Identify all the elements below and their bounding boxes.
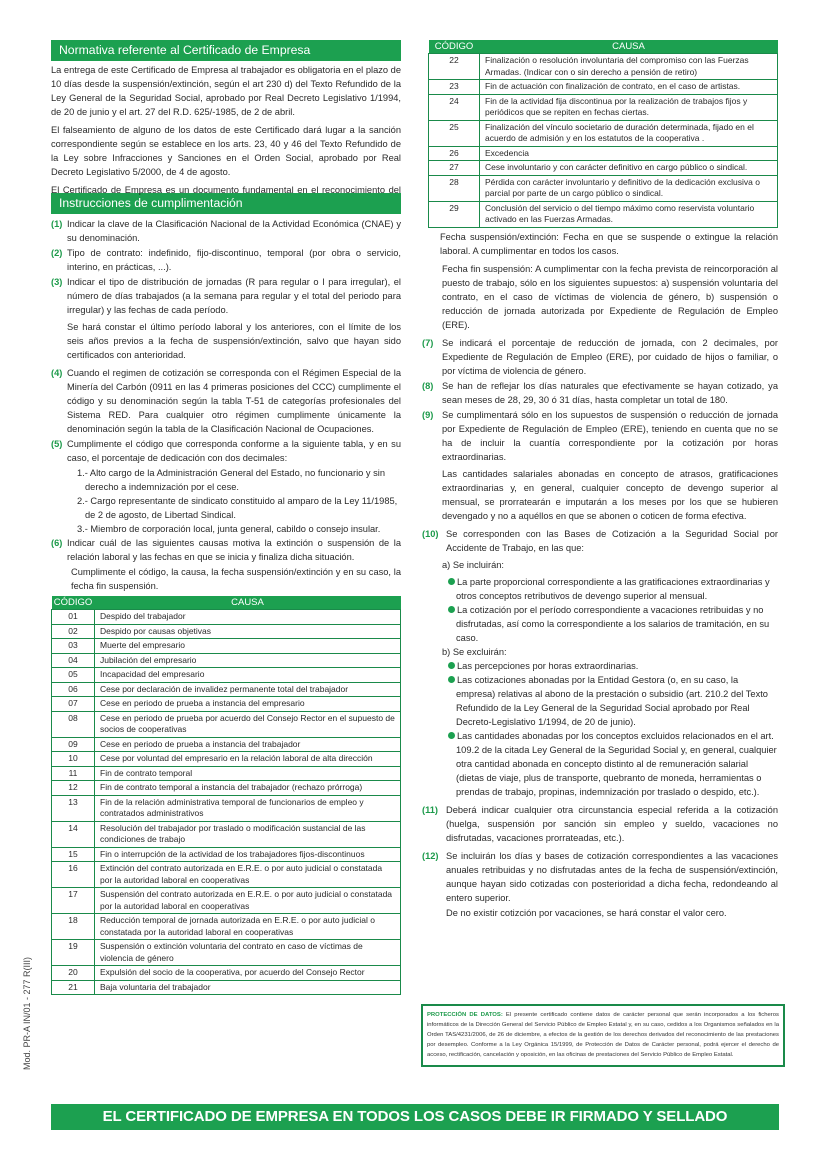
cause-code: 14 — [52, 821, 95, 847]
header-causa: CAUSA — [480, 40, 778, 54]
cause-text: Resolución del trabajador por traslado o modificación sustancial de las condiciones de trabajo — [95, 821, 401, 847]
include-item-text: La parte proporcional correspondiente a las gratificaciones extraordinarias y otros conceptos retributivos de devengo superior al mensual. — [456, 576, 770, 601]
instruction-item — [51, 536, 401, 564]
normativa-paragraph: El falseamiento de alguno de los datos de este Certificado dará lugar a la sanción correspondiente según se establece en los arts. 23, 40 y 46 del Texto Refundido de la Ley sobre Infracciones y Sanciones en el Orden Social, aprobado por Real Decreto Legislativo 5/2000, de 4 de agosto. — [51, 125, 401, 177]
instruction-extra: De no existir cotizción por vacaciones, se hará constar el valor cero. — [446, 907, 727, 918]
table-row — [52, 966, 401, 981]
table-row — [429, 54, 778, 80]
fecha-fin-note: Fecha fin suspensión: A cumplimentar con la fecha prevista de reincorporación al puesto de trabajo, sólo en los siguientes supuestos: a) suspensión voluntaria del contrato, en el caso de víctimas de violencia de género, b) suspensión o reducción de jornada autorizada por Expediente de Regulación de Empleo (ERE). — [442, 263, 778, 330]
cause-code: 28 — [429, 175, 480, 201]
cause-text: Fin o interrupción de la actividad de los trabajadores fijos-discontinuos — [95, 847, 401, 862]
cause-code: 13 — [52, 795, 95, 821]
cause-code: 17 — [52, 888, 95, 914]
exclude-item — [444, 729, 778, 799]
instruction-text: Indicar el tipo de distribución de jornadas (R para regular o I para irregular), el número de días trabajados (a la semana para regular y el total del periodo para irregular) y las fechas de cada período. — [67, 277, 401, 315]
include-label: a) Se incluirán: — [442, 559, 505, 570]
table-row — [52, 639, 401, 654]
instruction-text: Se han de reflejar los días naturales que efectivamente se hayan cotizado, ya sean meses de 28, 29, 30 ó 31 días, hasta completar un total de 180. — [442, 380, 778, 405]
cause-code: 16 — [52, 862, 95, 888]
cause-code: 03 — [52, 639, 95, 654]
instruction-text: Cumplimente el código que corresponda conforme a la siguiente tabla, y en su caso, el porcentaje de dedicación con dos decimales: — [67, 439, 401, 463]
instruction-item — [422, 379, 778, 407]
cause-code: 21 — [52, 980, 95, 995]
cause-code: 20 — [52, 966, 95, 981]
instruction-text: Cuando el regimen de cotización se corresponda con el Régimen Especial de la Minería del Carbón (0911 en las 4 primeras posiciones del CCC) cumplimente el código y su denominación según la tabla T-51 de categorías profesionales del Sistema RED. Para cualquier otro régimen cumplimente únicamente la denominación según la tabla de la Clasificación Nacional de Ocupaciones. — [67, 368, 401, 434]
causas-table-right — [428, 40, 778, 228]
table-row — [429, 201, 778, 227]
cause-text: Cese en periodo de prueba a instancia del trabajador — [95, 737, 401, 752]
table-row — [429, 94, 778, 120]
cause-text: Cese por declaración de invalidez permanente total del trabajador — [95, 682, 401, 697]
table-row — [52, 821, 401, 847]
table-row — [52, 668, 401, 683]
instruction-number: (6) — [51, 538, 63, 548]
table-row — [52, 781, 401, 796]
cause-text: Suspensión o extinción voluntaria del contrato en caso de víctimas de violencia de género — [95, 940, 401, 966]
cause-text: Despido por causas objetivas — [95, 624, 401, 639]
instruction-item — [422, 849, 778, 905]
footer-banner: EL CERTIFICADO DE EMPRESA EN TODOS LOS CASOS DEBE IR FIRMADO Y SELLADO — [51, 1104, 779, 1130]
bullet-icon — [448, 732, 455, 739]
table-row — [52, 888, 401, 914]
table-row — [52, 847, 401, 862]
instruction-item — [422, 408, 778, 464]
cause-text: Finalización del vínculo societario de duración determinada, fijado en el acuerdo de admisión y en los estatutos de la cooperativa . — [480, 120, 778, 146]
cause-text: Expulsión del socio de la cooperativa, por acuerdo del Consejo Rector — [95, 966, 401, 981]
bullet-icon — [448, 606, 455, 613]
table-row — [52, 697, 401, 712]
instruction-text: Se cumplimentará sólo en los supuestos de suspensión o reducción de jornada por Expediente de Regulación de Empleo (ERE), teniendo en cuenta que no se ha de incluir la cuantía correspondiente por la cotización por horas extraordinarias. — [442, 409, 778, 462]
cause-text: Extinción del contrato autorizada en E.R.E. o por auto judicial o constatada por la autoridad laboral en cooperativas — [95, 862, 401, 888]
table-row — [52, 914, 401, 940]
normativa-paragraph: El Certificado de Empresa es un documento fundamental en el reconocimiento del — [51, 185, 401, 195]
cause-code: 02 — [52, 624, 95, 639]
table-row — [429, 161, 778, 176]
causas-table-left — [51, 596, 401, 995]
data-protection-title: PROTECCIÓN DE DATOS: — [427, 1012, 503, 1018]
instruction-text: Se indicará el porcentaje de reducción de jornada, con 2 decimales, por Expediente de Regulación de Empleo (ERE), por cuidado de hijos o familiar, o por víctima de violencia de género. — [442, 337, 778, 376]
cause-text: Cese por voluntad del empresario en la relación laboral de alta dirección — [95, 752, 401, 767]
instruction-number: (12) — [422, 850, 439, 861]
left-column — [51, 40, 401, 995]
cause-code: 07 — [52, 697, 95, 712]
table-row — [52, 624, 401, 639]
header-causa: CAUSA — [95, 596, 401, 610]
instruction-item — [422, 803, 778, 845]
table-row — [429, 146, 778, 161]
instruction-text: Se incluirán los días y bases de cotización correspondientes a las vacaciones anuales retribuidas y no disfrutadas antes de la fecha de suspensión/extinción, aunque hayan sido cotizadas con posterioridad a dicha fecha, redondeando al entero superior. — [446, 850, 778, 903]
cause-text: Muerte del empresario — [95, 639, 401, 654]
cause-text: Cese en periodo de prueba por acuerdo del Consejo Rector en el supuesto de socios de cooperativas — [95, 711, 401, 737]
cause-text: Cese involuntario y con carácter definitivo en cargo público o sindical. — [480, 161, 778, 176]
cause-code: 26 — [429, 146, 480, 161]
cause-text: Fin de la actividad fija discontinua por la realización de trabajos fijos y periódicos que se repiten en fechas ciertas. — [480, 94, 778, 120]
cause-code: 12 — [52, 781, 95, 796]
cause-code: 19 — [52, 940, 95, 966]
instruction-item — [422, 336, 778, 378]
cause-text: Fin de contrato temporal — [95, 766, 401, 781]
cause-code: 29 — [429, 201, 480, 227]
cause-code: 22 — [429, 54, 480, 80]
cause-text: Baja voluntaria del trabajador — [95, 980, 401, 995]
cause-text: Fin de la relación administrativa temporal de funcionarios de empleo y contratados administrativos — [95, 795, 401, 821]
instruction-number: (5) — [51, 439, 63, 449]
table-row — [429, 80, 778, 95]
cause-text: Fin de contrato temporal a instancia del trabajador (rechazo prórroga) — [95, 781, 401, 796]
dedication-option: 3.- Miembro de corporación local, junta general, cabildo o consejo insular. — [77, 524, 381, 534]
bullet-icon — [448, 676, 455, 683]
cause-code: 23 — [429, 80, 480, 95]
include-item — [444, 603, 778, 645]
instruction-text: Indicar cuál de las siguientes causas motiva la extinción o suspensión de la relación laboral y las fechas en que se inicia y finaliza dicha situación. — [67, 538, 401, 562]
instruction-number: (9) — [422, 409, 434, 420]
cause-text: Fin de actuación con finalización de contrato, en el caso de artistas. — [480, 80, 778, 95]
cause-code: 24 — [429, 94, 480, 120]
exclude-label: b) Se excluirán: — [442, 646, 507, 657]
exclude-item-text: Las cotizaciones abonadas por la Entidad Gestora (o, en su caso, la empresa) relativas al abono de la prestación o subsidio (art. 210.2 del Texto Refundido de la Ley General de la Seguridad Social aprobado por Real Decreto-Legislativo 1/1994, de 20 de junio). — [456, 674, 768, 727]
data-protection-text: El presente certificado contiene datos de carácter personal que serán incorporados a los ficheros informáticos de la Dirección General del Servicio Público de Empleo Estatal y, en su caso, cedidos a los Organismos señalados en la Orden TAS/4231/2006, de 26 de diciembre, a efectos de la gestión de los derechos derivados del reconocimiento de las prestaciones por desempleo. Conforme a la Ley Orgánica 15/1999, de Protección de Datos de Carácter personal, podrá ejercer el derecho de acceso, rectificación, cancelación y oposición, en las oficinas de prestaciones del Servicio Público de Empleo Estatal. — [427, 1012, 779, 1058]
table-row — [52, 711, 401, 737]
normativa-paragraph: La entrega de este Certificado de Empresa al trabajador es obligatoria en el plazo de 10 días desde la suspensión/extinción, según el art 230 d) del Texto Refundido de la Ley General de la Seguridad Social, aprobado por Real Decreto Legislativo 1/1994, de 20 de junio y el art. 27 del R.D. 625/-1985, de 2 de abril. — [51, 65, 401, 117]
instruction-item — [51, 246, 401, 274]
cause-text: Pérdida con carácter involuntario y definitivo de la dedicación exclusiva o parcial por parte de un cargo público o sindical. — [480, 175, 778, 201]
instrucciones-header: Instrucciones de cumplimentación — [51, 193, 401, 214]
cause-text: Finalización o resolución involuntaria del compromiso con las Fuerzas Armadas. (Indicar con o sin derecho a pensión de retiro) — [480, 54, 778, 80]
instruction-item — [51, 437, 401, 465]
instruction-number: (8) — [422, 380, 434, 391]
cause-code: 06 — [52, 682, 95, 697]
exclude-item-text: Las percepciones por horas extraordinarias. — [457, 660, 639, 671]
cause-code: 04 — [52, 653, 95, 668]
table-row — [429, 175, 778, 201]
cause-code: 10 — [52, 752, 95, 767]
cause-text: Despido del trabajador — [95, 610, 401, 625]
instruction-extra: Se hará constar el último período laboral y los anteriores, con el límite de los seis años previos a la fecha de suspensión/extinción, salvo que hayan sido certificados con anterioridad. — [67, 322, 401, 360]
cause-code: 27 — [429, 161, 480, 176]
dedication-option: 1.- Alto cargo de la Administración General del Estado, no funcionario y sin derecho a indemnización por el cese. — [77, 468, 386, 492]
instruction-number: (1) — [51, 219, 63, 229]
include-item-text: La cotización por el período correspondiente a vacaciones retribuidas y no disfrutadas, así como la correspondiente a los salarios de tramitación, en su caso. — [456, 604, 770, 643]
cause-code: 25 — [429, 120, 480, 146]
cause-text: Suspensión del contrato autorizada en E.R.E. o por auto judicial o constatada por la autoridad laboral en cooperativas — [95, 888, 401, 914]
cause-code: 09 — [52, 737, 95, 752]
table-row — [52, 862, 401, 888]
cause-text: Excedencia — [480, 146, 778, 161]
cause-code: 08 — [52, 711, 95, 737]
exclude-item — [444, 659, 778, 673]
bullet-icon — [448, 578, 455, 585]
table-row — [52, 795, 401, 821]
table-row — [52, 653, 401, 668]
cause-text: Reducción temporal de jornada autorizada en E.R.E. o por auto judicial o constatada por la autoridad laboral en cooperativas — [95, 914, 401, 940]
table-row — [52, 737, 401, 752]
instruction-item — [51, 275, 401, 317]
table-row — [52, 940, 401, 966]
table-row — [52, 610, 401, 625]
cause-text: Jubilación del empresario — [95, 653, 401, 668]
instruction-extra: Cumplimente el código, la causa, la fecha suspensión/extinción y en su caso, la fecha fin suspensión. — [71, 567, 401, 591]
exclude-item — [444, 673, 778, 729]
instruction-number: (10) — [422, 528, 439, 539]
dedication-option: 2.- Cargo representante de sindicato constituido al amparo de la Ley 11/1985, de 2 de agosto, de Libertad Sindical. — [77, 496, 398, 520]
cause-text: Conclusión del servicio o del tiempo máximo como reservista voluntario activado en las Fuerzas Armadas. — [480, 201, 778, 227]
exclude-item-text: Las cantidades abonadas por los conceptos excluidos relacionados en el art. 109.2 de la citada Ley General de la Seguridad Social y, en general, cualquier otra cantidad abonada en concepto distinto al de remuneración salarial (dietas de viaje, plus de transporte, quebranto de moneda, herramientas o prendas de trabajo, propinas, indemnización por traslado o despido, etc.). — [456, 730, 777, 797]
cause-code: 18 — [52, 914, 95, 940]
instruction-item — [51, 217, 401, 245]
instruction-extra: Las cantidades salariales abonadas en concepto de atrasos, gratificaciones extraordinarias y, en general, cualquier concepto de devengo superior al mensual, se prorratearán e imputarán a los meses por los que se hubieren devengado y no a aquéllos en que se abonen o coticen de forma efectiva. — [442, 468, 778, 521]
instruction-text: Tipo de contrato: indefinido, fijo-discontinuo, temporal (por obra o servicio, interino, en prácticas, ...). — [67, 248, 401, 272]
right-column — [422, 40, 778, 920]
header-codigo: CÓDIGO — [429, 40, 480, 54]
instruction-number: (7) — [422, 337, 434, 348]
table-row — [429, 120, 778, 146]
cause-code: 15 — [52, 847, 95, 862]
header-codigo: CÓDIGO — [52, 596, 95, 610]
instruction-number: (2) — [51, 248, 63, 258]
include-item — [444, 575, 778, 603]
table-row — [52, 752, 401, 767]
cause-code: 11 — [52, 766, 95, 781]
cause-text: Incapacidad del empresario — [95, 668, 401, 683]
instruction-number: (11) — [422, 804, 439, 815]
instruction-item — [51, 366, 401, 436]
normativa-header: Normativa referente al Certificado de Empresa — [51, 40, 401, 61]
cause-text: Cese en periodo de prueba a instancia del empresario — [95, 697, 401, 712]
fecha-suspension-note: Fecha suspensión/extinción: Fecha en que se suspende o extingue la relación laboral. A cumplimentar en todos los casos. — [440, 231, 778, 256]
bullet-icon — [448, 662, 455, 669]
instruction-text: Se corresponden con las Bases de Cotización a la Seguridad Social por Accidente de Trabajo, en las que: — [446, 528, 778, 553]
instruction-number: (3) — [51, 277, 63, 287]
table-row — [52, 766, 401, 781]
instruction-text: Deberá indicar cualquier otra circunstancia especial referida a la cotización (huelga, suspensión por sanción sin empleo y sueldo, vacaciones no disfrutadas, vacaciones prorrateadas, etc.). — [446, 804, 778, 843]
instruction-number: (4) — [51, 368, 63, 378]
table-row — [52, 682, 401, 697]
cause-code: 05 — [52, 668, 95, 683]
model-code: Mod. PR-A IN/01 - 277 R(III) — [22, 956, 32, 1070]
data-protection-notice — [421, 1004, 785, 1067]
cause-code: 01 — [52, 610, 95, 625]
instruction-item — [422, 527, 778, 555]
instruction-text: Indicar la clave de la Clasificación Nacional de la Actividad Económica (CNAE) y su denominación. — [67, 219, 401, 243]
table-row — [52, 980, 401, 995]
